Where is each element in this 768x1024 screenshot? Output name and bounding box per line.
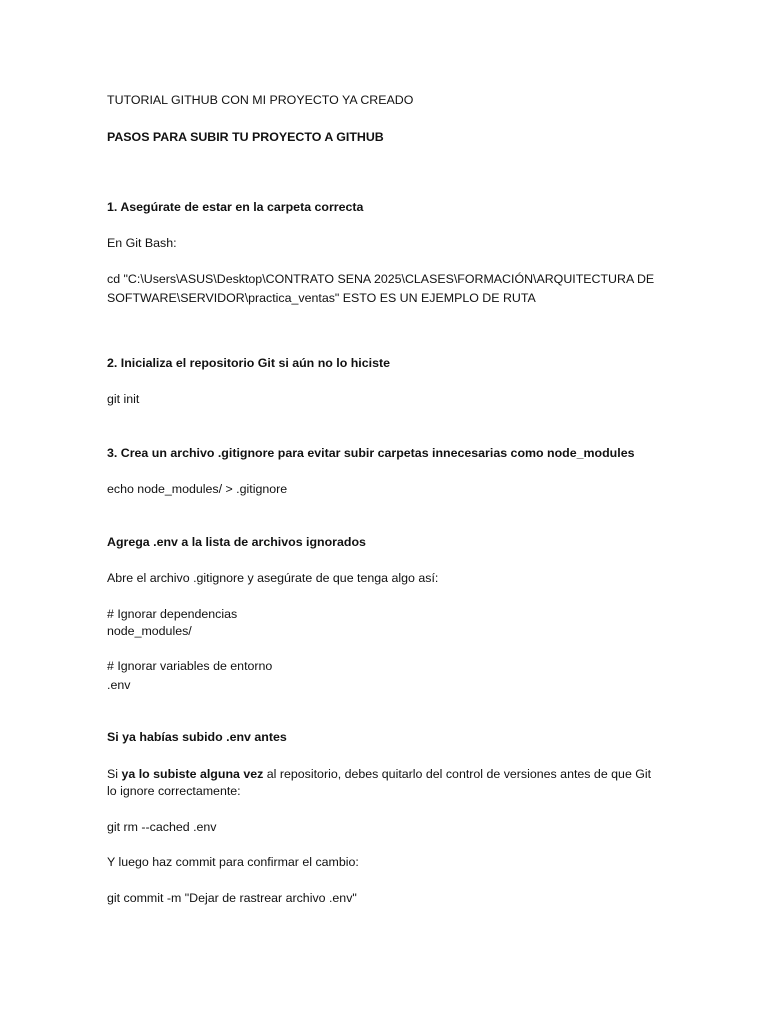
steps-heading: PASOS PARA SUBIR TU PROYECTO A GITHUB <box>107 130 384 144</box>
uploaded-paragraph-line1 <box>107 765 651 783</box>
step1-title: 1. Asegúrate de estar en la carpeta correcta <box>107 200 364 214</box>
commit-intro: Y luego haz commit para confirmar el cambio: <box>107 855 359 869</box>
step2-command: git init <box>107 392 140 406</box>
uploaded-paragraph-prefix: Si <box>107 767 122 781</box>
uploaded-paragraph-emphasis: ya lo subiste alguna vez <box>121 767 264 781</box>
step2-title: 2. Inicializa el repositorio Git si aún no lo hiciste <box>107 356 390 370</box>
uploaded-paragraph-suffix: al repositorio, debes quitarlo del control de versiones antes de que Git <box>263 767 652 781</box>
uploaded-section-title: Si ya habías subido .env antes <box>107 730 287 744</box>
env-section-title: Agrega .env a la lista de archivos ignorados <box>107 535 366 549</box>
step3-title: 3. Crea un archivo .gitignore para evitar subir carpetas innecesarias como node_modules <box>107 446 635 460</box>
uploaded-paragraph-line2: lo ignore correctamente: <box>107 784 241 798</box>
document-title: TUTORIAL GITHUB CON MI PROYECTO YA CREADO <box>107 93 414 107</box>
gitignore-entry-node-modules: node_modules/ <box>107 624 192 638</box>
step1-intro: En Git Bash: <box>107 236 177 250</box>
gitignore-entry-env: .env <box>107 678 131 692</box>
gitignore-comment-env: # Ignorar variables de entorno <box>107 659 273 673</box>
step1-command-line1: cd "C:\Users\ASUS\Desktop\CONTRATO SENA 2025\CLASES\FORMACIÓN\ARQUITECTURA DE <box>107 272 655 286</box>
step3-command: echo node_modules/ > .gitignore <box>107 482 288 496</box>
git-commit-command: git commit -m "Dejar de rastrear archivo .env" <box>107 891 357 905</box>
step1-command-line2: SOFTWARE\SERVIDOR\practica_ventas" ESTO ES UN EJEMPLO DE RUTA <box>107 291 536 305</box>
gitignore-comment-dependencies: # Ignorar dependencias <box>107 607 238 621</box>
env-section-intro: Abre el archivo .gitignore y asegúrate de que tenga algo así: <box>107 571 439 585</box>
git-rm-command: git rm --cached .env <box>107 820 217 834</box>
